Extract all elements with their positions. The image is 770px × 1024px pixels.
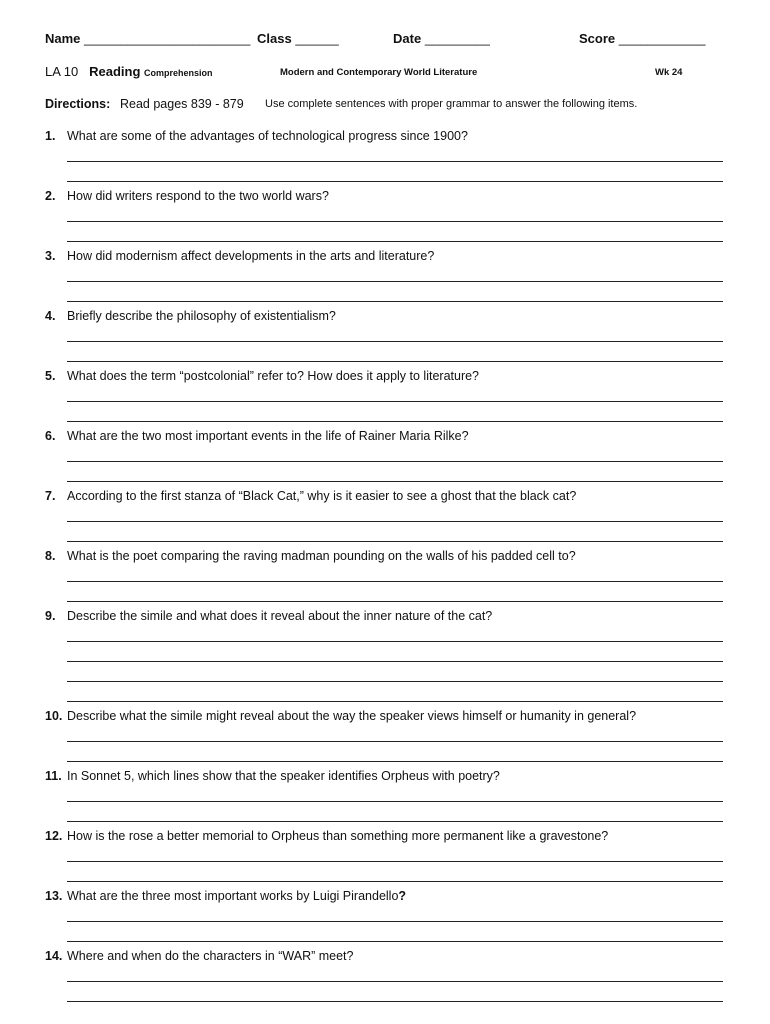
question-text: What is the poet comparing the raving madman pounding on the walls of his padded cell to? <box>67 549 576 563</box>
question-number: 2. <box>45 189 56 203</box>
question-text: How is the rose a better memorial to Orpheus than something more permanent like a gravestone? <box>67 829 609 843</box>
name-field[interactable] <box>45 31 250 46</box>
answer-line[interactable] <box>67 361 723 362</box>
course-code: LA 10 <box>45 64 79 79</box>
section-sub-label: Comprehension <box>144 68 213 78</box>
question-item <box>45 369 479 383</box>
question-text: How did modernism affect developments in the arts and literature? <box>67 249 435 263</box>
question-number: 12. <box>45 829 63 843</box>
answer-line[interactable] <box>67 681 723 682</box>
answer-line[interactable] <box>67 861 723 862</box>
answer-line[interactable] <box>67 1001 723 1002</box>
question-item <box>45 129 468 143</box>
date-label: Date <box>393 31 422 46</box>
answer-line[interactable] <box>67 701 723 702</box>
question-item <box>45 949 353 963</box>
question-item <box>45 309 336 323</box>
question-suffix: ? <box>398 889 407 903</box>
question-item <box>45 709 636 723</box>
question-text: Describe what the simile might reveal about the way the speaker views himself or humanity in general? <box>67 709 637 723</box>
answer-line[interactable] <box>67 481 723 482</box>
score-field[interactable] <box>579 31 706 46</box>
answer-line[interactable] <box>67 741 723 742</box>
answer-line[interactable] <box>67 301 723 302</box>
name-blank[interactable]: _______________________ <box>84 31 251 46</box>
answer-line[interactable] <box>67 401 723 402</box>
question-number: 10. <box>45 709 63 723</box>
answer-line[interactable] <box>67 881 723 882</box>
question-text: What are some of the advantages of technological progress since 1900? <box>67 129 468 143</box>
answer-line[interactable] <box>67 421 723 422</box>
question-number: 7. <box>45 489 56 503</box>
answer-line[interactable] <box>67 641 723 642</box>
answer-line[interactable] <box>67 181 723 182</box>
question-item <box>45 769 500 783</box>
class-blank[interactable]: ______ <box>295 31 339 46</box>
question-number: 1. <box>45 129 56 143</box>
section-label: Reading <box>89 64 141 79</box>
class-field[interactable] <box>257 31 339 46</box>
answer-line[interactable] <box>67 521 723 522</box>
question-item <box>45 429 469 443</box>
question-text: According to the first stanza of “Black Cat,” why is it easier to see a ghost that the black cat? <box>67 489 577 503</box>
answer-line[interactable] <box>67 801 723 802</box>
question-item <box>45 609 492 623</box>
question-text: How did writers respond to the two world wars? <box>67 189 329 203</box>
answer-line[interactable] <box>67 941 723 942</box>
question-text: Briefly describe the philosophy of existentialism? <box>67 309 336 323</box>
course-title <box>45 64 213 79</box>
answer-line[interactable] <box>67 821 723 822</box>
answer-line[interactable] <box>67 981 723 982</box>
answer-line[interactable] <box>67 221 723 222</box>
answer-line[interactable] <box>67 461 723 462</box>
answer-line[interactable] <box>67 341 723 342</box>
question-item <box>45 549 576 563</box>
date-field[interactable] <box>393 31 490 46</box>
question-number: 6. <box>45 429 56 443</box>
question-text: What does the term “postcolonial” refer to? How does it apply to literature? <box>67 369 480 383</box>
question-number: 8. <box>45 549 56 563</box>
answer-line[interactable] <box>67 761 723 762</box>
question-number: 3. <box>45 249 56 263</box>
question-text: Where and when do the characters in “WAR” meet? <box>67 949 354 963</box>
directions-label: Directions: <box>45 97 111 111</box>
question-number: 5. <box>45 369 56 383</box>
question-number: 4. <box>45 309 56 323</box>
question-number: 14. <box>45 949 63 963</box>
date-blank[interactable]: _________ <box>424 31 490 46</box>
question-item <box>45 829 608 843</box>
question-number: 9. <box>45 609 56 623</box>
question-text: In Sonnet 5, which lines show that the speaker identifies Orpheus with poetry? <box>67 769 500 783</box>
score-label: Score <box>579 31 616 46</box>
question-number: 11. <box>45 769 62 783</box>
answer-line[interactable] <box>67 281 723 282</box>
answer-line[interactable] <box>67 601 723 602</box>
question-item <box>45 489 576 503</box>
directions-pages: Read pages 839 - 879 <box>120 97 244 111</box>
unit-title: Modern and Contemporary World Literature <box>280 67 478 78</box>
question-number: 13. <box>45 889 63 903</box>
question-item <box>45 249 434 263</box>
question-item <box>45 889 406 903</box>
answer-line[interactable] <box>67 921 723 922</box>
question-text: What are the three most important works by Luigi Pirandello <box>67 889 399 903</box>
question-item <box>45 189 329 203</box>
answer-line[interactable] <box>67 541 723 542</box>
answer-line[interactable] <box>67 581 723 582</box>
directions-instruction: Use complete sentences with proper grammar to answer the following items. <box>265 98 638 110</box>
score-blank[interactable]: ____________ <box>618 31 706 46</box>
answer-line[interactable] <box>67 161 723 162</box>
class-label: Class <box>257 31 292 46</box>
week-label: Wk 24 <box>655 67 683 78</box>
question-text: What are the two most important events in the life of Rainer Maria Rilke? <box>67 429 469 443</box>
answer-line[interactable] <box>67 241 723 242</box>
answer-line[interactable] <box>67 661 723 662</box>
name-label: Name <box>45 31 81 46</box>
question-text: Describe the simile and what does it reveal about the inner nature of the cat? <box>67 609 493 623</box>
